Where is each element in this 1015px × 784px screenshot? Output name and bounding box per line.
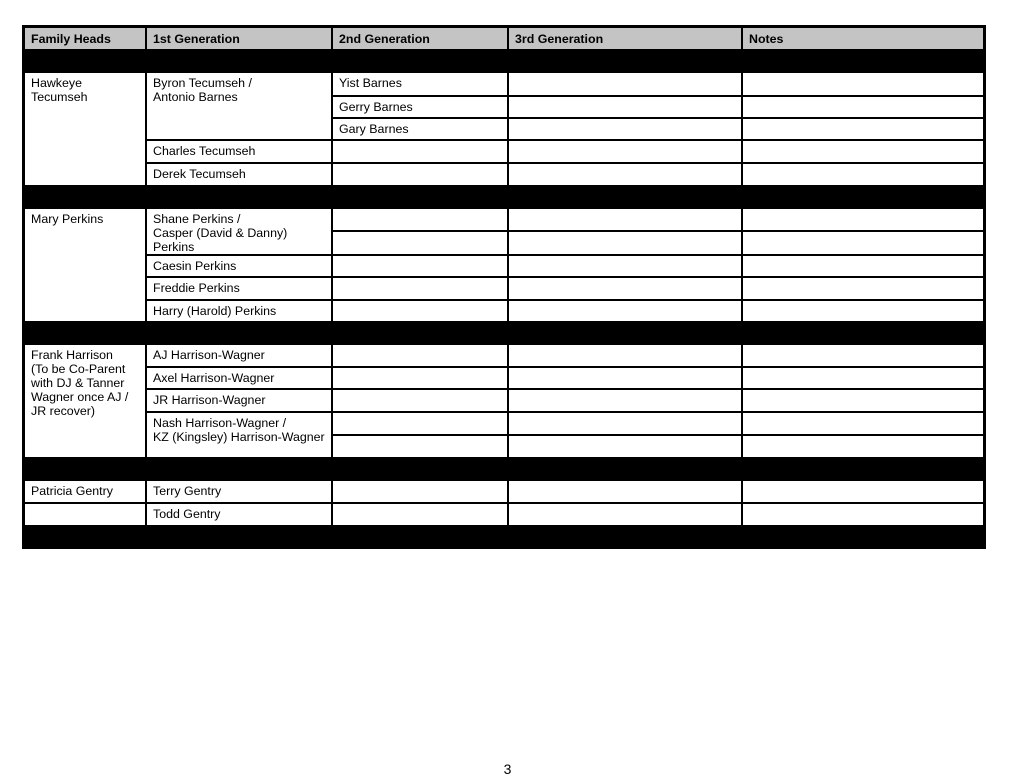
- gen2-cell: [333, 345, 507, 366]
- notes-cell: [743, 481, 983, 502]
- gen2-cell: [333, 232, 507, 254]
- family-table: [22, 25, 986, 549]
- gen3-cell: [509, 301, 741, 321]
- gen1-cell: Axel Harrison-Wagner: [147, 368, 331, 388]
- gen1-cell: Harry (Harold) Perkins: [147, 301, 331, 321]
- gen2-cell: [333, 413, 507, 434]
- notes-cell: [743, 119, 983, 139]
- notes-cell: [743, 256, 983, 276]
- notes-cell: [743, 301, 983, 321]
- gen3-cell: [509, 481, 741, 502]
- family-head-cell: Patricia Gentry: [25, 481, 145, 502]
- gen3-cell: [509, 504, 741, 525]
- gen3-cell: [509, 141, 741, 162]
- notes-cell: [743, 164, 983, 185]
- family-head-cell: [25, 504, 145, 525]
- gen1-cell: Todd Gentry: [147, 504, 331, 525]
- gen1-cell: Derek Tecumseh: [147, 164, 331, 185]
- gen1-cell: Charles Tecumseh: [147, 141, 331, 162]
- gen3-cell: [509, 413, 741, 434]
- gen3-cell: [509, 73, 741, 95]
- gen3-cell: [509, 278, 741, 299]
- gen1-cell: Freddie Perkins: [147, 278, 331, 299]
- gen3-cell: [509, 256, 741, 276]
- gen2-cell: Yist Barnes: [333, 73, 507, 95]
- gen1-cell: AJ Harrison-Wagner: [147, 345, 331, 366]
- notes-cell: [743, 278, 983, 299]
- gen1-cell: Caesin Perkins: [147, 256, 331, 276]
- gen2-cell: Gary Barnes: [333, 119, 507, 139]
- gen3-cell: [509, 164, 741, 185]
- header-notes: Notes: [743, 28, 983, 49]
- gen1-cell: JR Harrison-Wagner: [147, 390, 331, 411]
- notes-cell: [743, 504, 983, 525]
- gen1-cell: Byron Tecumseh / Antonio Barnes: [147, 73, 331, 139]
- gen2-cell: [333, 256, 507, 276]
- gen3-cell: [509, 390, 741, 411]
- header-2nd-generation: 2nd Generation: [333, 28, 507, 49]
- gen3-cell: [509, 436, 741, 457]
- gen2-cell: [333, 436, 507, 457]
- notes-cell: [743, 141, 983, 162]
- notes-cell: [743, 413, 983, 434]
- notes-cell: [743, 73, 983, 95]
- gen2-cell: [333, 278, 507, 299]
- notes-cell: [743, 97, 983, 117]
- header-1st-generation: 1st Generation: [147, 28, 331, 49]
- family-head-cell: Frank Harrison (To be Co-Parent with DJ & Tanner Wagner once AJ / JR recover): [25, 345, 145, 457]
- family-head-cell: Hawkeye Tecumseh: [25, 73, 145, 185]
- notes-cell: [743, 209, 983, 230]
- gen1-cell: Shane Perkins / Casper (David & Danny) Perkins: [147, 209, 331, 254]
- gen3-cell: [509, 345, 741, 366]
- gen3-cell: [509, 232, 741, 254]
- gen2-cell: [333, 209, 507, 230]
- gen3-cell: [509, 119, 741, 139]
- notes-cell: [743, 390, 983, 411]
- gen3-cell: [509, 209, 741, 230]
- gen2-cell: [333, 141, 507, 162]
- gen1-cell: Nash Harrison-Wagner / KZ (Kingsley) Harrison-Wagner: [147, 413, 331, 457]
- notes-cell: [743, 232, 983, 254]
- notes-cell: [743, 436, 983, 457]
- gen2-cell: Gerry Barnes: [333, 97, 507, 117]
- header-family-heads: Family Heads: [25, 28, 145, 49]
- notes-cell: [743, 345, 983, 366]
- gen3-cell: [509, 368, 741, 388]
- gen2-cell: [333, 504, 507, 525]
- page-number: 3: [503, 761, 512, 777]
- gen2-cell: [333, 481, 507, 502]
- gen3-cell: [509, 97, 741, 117]
- notes-cell: [743, 368, 983, 388]
- gen2-cell: [333, 301, 507, 321]
- gen1-cell: Terry Gentry: [147, 481, 331, 502]
- header-3rd-generation: 3rd Generation: [509, 28, 741, 49]
- gen2-cell: [333, 164, 507, 185]
- gen2-cell: [333, 368, 507, 388]
- family-head-cell: Mary Perkins: [25, 209, 145, 321]
- gen2-cell: [333, 390, 507, 411]
